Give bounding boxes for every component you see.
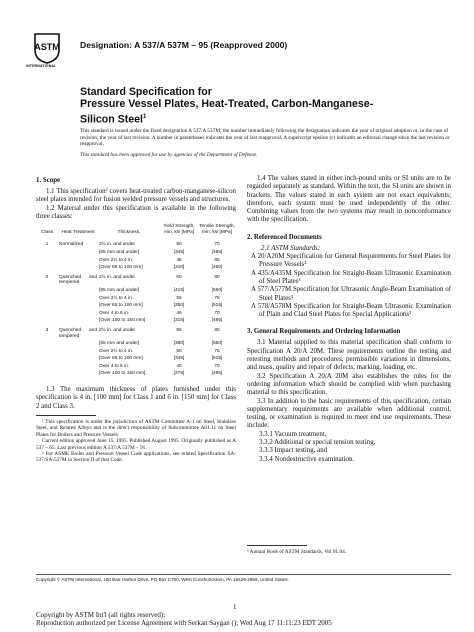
scope-heading: 1. Scope — [36, 177, 61, 184]
cell-yield: 46 — [176, 310, 182, 316]
cell-tensile: [550] — [211, 287, 223, 293]
watermark-line-1: Copyright by ASTM Int'l (all rights reserved); — [36, 611, 166, 619]
table-row — [36, 239, 236, 249]
cell-thickness: [Over 100 to 150 mm] — [99, 371, 146, 377]
cell-heat-treatment — [58, 295, 98, 303]
cell-yield: 40 — [176, 363, 182, 369]
cell-class — [36, 370, 58, 378]
cell-thickness: Over 4 to 6 in. — [99, 363, 130, 369]
cell-tensile: 80 — [214, 274, 220, 280]
cell-thickness: [65 mm and under] — [99, 249, 140, 255]
footnote-3: ³ Annual Book of ASTM Standards, Vol 01.04. — [247, 549, 347, 555]
cell-tensile: 70 — [214, 310, 220, 316]
svg-text:ASTM: ASTM — [34, 42, 60, 52]
table-row — [36, 264, 236, 272]
cell-tensile: [550] — [211, 341, 223, 347]
cell-thickness: [Over 65 to 100 mm] — [99, 356, 143, 362]
class-table — [36, 223, 236, 378]
table-row — [36, 257, 236, 265]
cell-thickness: 2½ in. and under — [99, 327, 136, 333]
para-1-1: 1.1 This specification² covers heat-treated carbon-manganese-silicon steel plates intended for fusion welded pressure vessels and structures. — [36, 188, 236, 204]
cell-heat-treatment — [58, 257, 98, 265]
col-header-class: Class — [41, 229, 53, 235]
cell-thickness: Over 2½ to 4 in. — [99, 295, 134, 301]
cell-yield: [345] — [173, 249, 185, 255]
cell-class — [36, 249, 58, 257]
list-item: 3.3.4 Nondestructive examination. — [259, 455, 355, 463]
cell-thickness: [Over 100 to 150 mm] — [99, 318, 146, 324]
page-number: 1 — [233, 603, 237, 611]
cell-class — [36, 287, 58, 295]
footnote-rule — [247, 545, 307, 546]
cell-class — [36, 310, 58, 318]
table-row — [36, 370, 236, 378]
list-item: 3.3.2 Additional or special tension testing, — [259, 439, 376, 447]
right-footnotes — [247, 545, 451, 555]
cell-heat-treatment — [58, 355, 98, 363]
cell-tensile: 75 — [214, 348, 220, 354]
cell-heat-treatment — [58, 317, 98, 325]
cell-yield: [275] — [173, 371, 185, 377]
cell-class: 2 — [45, 274, 49, 280]
logo-subtext: INTERNATIONAL — [26, 64, 57, 68]
cell-yield: 55 — [176, 327, 182, 333]
title-line-3: Silicon Steel$^1$ — [80, 113, 147, 126]
cell-heat-treatment — [58, 264, 98, 272]
astm-logo — [32, 30, 62, 64]
reference-item: A 435/A435M Specification for Straight-Beam Ultrasonic Examination of Steel Plates³ — [251, 269, 451, 285]
cell-tensile: [485] — [211, 371, 223, 377]
reference-item: A 20/A20M Specification for General Requirements for Steel Plates for Pressure Vessels³ — [251, 253, 451, 269]
list-item: 3.3.1 Vacuum treatment, — [259, 430, 327, 438]
watermark-line-2: Reproduction authorized per License Agreement with Serkan Saygan (); Wed Aug 17 11:11:23 EDT 2005 — [36, 619, 332, 627]
table-row — [36, 348, 236, 356]
cell-class — [36, 295, 58, 303]
cell-class — [36, 348, 58, 356]
cell-heat-treatment: Quenched and tempered — [59, 327, 97, 339]
cell-heat-treatment — [58, 370, 98, 378]
issued-note: This standard is issued under the fixed designation A 537/A 537M; the number immediately following the designation indicates the year of original adoption or, in the case of revision, the year of last revision. A number in parentheses indicates the year of last reapproval. A superscript epsilon (ε) indicates an editorial change since the last revision or reapproval. — [80, 128, 450, 148]
approved-note: This standard has been approved for use by agencies of the Department of Defense. — [80, 151, 258, 158]
table-row — [36, 340, 236, 348]
table-row — [36, 317, 236, 325]
cell-tensile: [485] — [211, 318, 223, 324]
footnote-2: ² For ASME Boiler and Pressure Vessel Code applications, see related Specification SA-537/SA-537M in Section II of that Code. — [36, 450, 236, 464]
page-title — [80, 86, 410, 126]
cell-thickness: Over 2½ to 4 in. — [99, 348, 134, 354]
cell-thickness: 2½ in. and under — [99, 274, 136, 280]
table-row — [36, 249, 236, 257]
table-row — [36, 363, 236, 371]
cell-thickness: Over 4 to 6 in. — [99, 310, 130, 316]
issuance-notes — [80, 128, 452, 158]
cell-tensile: [450] — [211, 265, 223, 271]
cell-class — [36, 340, 58, 348]
cell-heat-treatment — [58, 287, 98, 295]
reference-item: A 578/A578M Specification for Straight-Beam Ultrasonic Examination of Plain and Clad Steel Plates for Special Applications³ — [251, 302, 451, 319]
cell-yield: 50 — [176, 242, 182, 248]
cell-thickness: [Over 65 to 100 mm] — [99, 303, 143, 309]
right-column — [247, 175, 451, 464]
cell-tensile: 75 — [214, 295, 220, 301]
reference-item: A 577/A577M Specification for Ultrasonic Angle-Beam Examination of Steel Plates³ — [251, 286, 451, 302]
col-header-heat: Heat Treatment — [61, 229, 95, 235]
cell-class — [36, 264, 58, 272]
cell-class — [36, 257, 58, 265]
para-3-1: 3.1 Material supplied to this material specification shall conform to Specification A 20/A 20M. These requirements outline the testing and retesting methods and procedures, permissible variations in dimensions, and mass, quality and repair of defects, marking, loading, etc. — [247, 339, 451, 372]
table-row — [36, 302, 236, 310]
cell-tensile: [515] — [211, 356, 223, 362]
cell-thickness: 2½ in. and under — [99, 242, 136, 248]
footnotes — [36, 419, 236, 464]
cell-tensile: 70 — [214, 242, 220, 248]
cell-yield: 50 — [176, 348, 182, 354]
cell-tensile: [515] — [211, 303, 223, 309]
para-2-1: 2.1 ASTM Standards: — [261, 244, 321, 252]
left-column — [36, 175, 236, 464]
para-1-2: 1.2 Material under this specification is available in the following three classes: — [36, 204, 236, 220]
cell-class — [36, 355, 58, 363]
para-3-3: 3.3 In addition to the basic requirements of this specification, certain supplementary requirements are available when additional control, testing, or examination is required to meet end use requirements. These include: — [247, 397, 451, 430]
designation: Designation: A 537/A 537M – 95 (Reapproved 2000) — [80, 40, 288, 50]
cell-heat-treatment — [58, 310, 98, 318]
table-row — [36, 355, 236, 363]
cell-yield: 45 — [176, 257, 182, 263]
cell-thickness: [65 mm and under] — [99, 341, 140, 347]
cell-yield: [315] — [173, 318, 185, 324]
cell-yield: 55 — [176, 295, 182, 301]
cell-tensile: 65 — [214, 257, 220, 263]
cell-tensile: 70 — [214, 363, 220, 369]
cell-heat-treatment: Quenched and tempered — [59, 274, 97, 286]
col-header-thickness: Thickness, — [117, 229, 141, 235]
cell-yield: [380] — [173, 303, 185, 309]
cell-heat-treatment — [58, 348, 98, 356]
footnote-1: ¹ This specification is under the jurisdiction of ASTM Committee A-1 on Steel, Stainless Steel, and Related Alloys and is the direct responsibility of Subcommittee A01.11 on Steel Plates for Boilers and Pressure Vessels. — [36, 418, 236, 438]
cell-thickness: Over 2½ to 4 in. — [99, 257, 134, 263]
copyright-line: Copyright © ASTM International, 100 Barr Harbor Drive, PO Box C700, West Conshohocken, PA 19428-2959, United States. — [36, 574, 451, 582]
cell-heat-treatment — [58, 340, 98, 348]
para-3-2: 3.2 Specification A 20/A 20M also establishes the rules for the ordering information which should be complied with when purchasing material to this specification. — [247, 372, 451, 397]
col-header-yield: Yield Strength, min, ksi [MPa] — [163, 224, 195, 235]
para-1-3: 1.3 The maximum thickness of plates furnished under this specification is 4 in. [100 mm] for Class 1 and 6 in. [150 mm] for Class 2 and Class 3. — [36, 386, 236, 410]
cell-class — [36, 302, 58, 310]
cell-heat-treatment — [58, 302, 98, 310]
cell-heat-treatment: Normalized — [59, 242, 84, 248]
cell-class: 1 — [45, 242, 49, 248]
table-row — [36, 272, 236, 287]
general-requirements-heading: 3. General Requirements and Ordering Information — [247, 328, 401, 336]
license-watermark — [36, 611, 332, 627]
table-row — [36, 325, 236, 340]
referenced-docs-heading: 2. Referenced Documents — [247, 233, 322, 241]
cell-yield: [345] — [173, 356, 185, 362]
cell-tensile: 80 — [214, 327, 220, 333]
footnote-rule — [36, 415, 96, 416]
col-header-tensile: Tensile Strength, min, ksi [MPa] — [199, 224, 235, 235]
table-row — [36, 287, 236, 295]
cell-tensile: [485] — [211, 249, 223, 255]
title-line-2: Pressure Vessel Plates, Heat-Treated, Carbon-Manganese- — [80, 98, 374, 111]
cell-yield: [310] — [173, 265, 185, 271]
reference-list — [247, 253, 451, 319]
list-item: 3.3.3 Impact testing, and — [259, 447, 328, 455]
table-row — [36, 295, 236, 303]
cell-thickness: [Over 65 to 100 mm] — [99, 265, 143, 271]
cell-heat-treatment — [58, 363, 98, 371]
cell-yield: [380] — [173, 341, 185, 347]
cell-thickness: [65 mm and under] — [99, 287, 140, 293]
cell-class — [36, 363, 58, 371]
cell-class: 3 — [45, 327, 49, 333]
title-line-1: Standard Specification for — [80, 86, 212, 98]
table-row — [36, 310, 236, 318]
cell-yield: [415] — [173, 287, 185, 293]
para-1-4: 1.4 The values stated in either inch-pound units or SI units are to be regarded separately as standard. Within the text, the SI units are shown in brackets. The values stated in each system are not exact equivalents; therefore, each system must be used independently of the other. Combining values from the two systems may result in nonconformance with the specification. — [247, 175, 451, 224]
cell-yield: 60 — [176, 274, 182, 280]
cell-heat-treatment — [58, 249, 98, 257]
footnote-1b: Current edition approved June 15, 1995. Published August 1995. Originally published as A 537 – 65. Last previous edition A 537/A 537M – 91. — [36, 438, 236, 451]
cell-class — [36, 317, 58, 325]
